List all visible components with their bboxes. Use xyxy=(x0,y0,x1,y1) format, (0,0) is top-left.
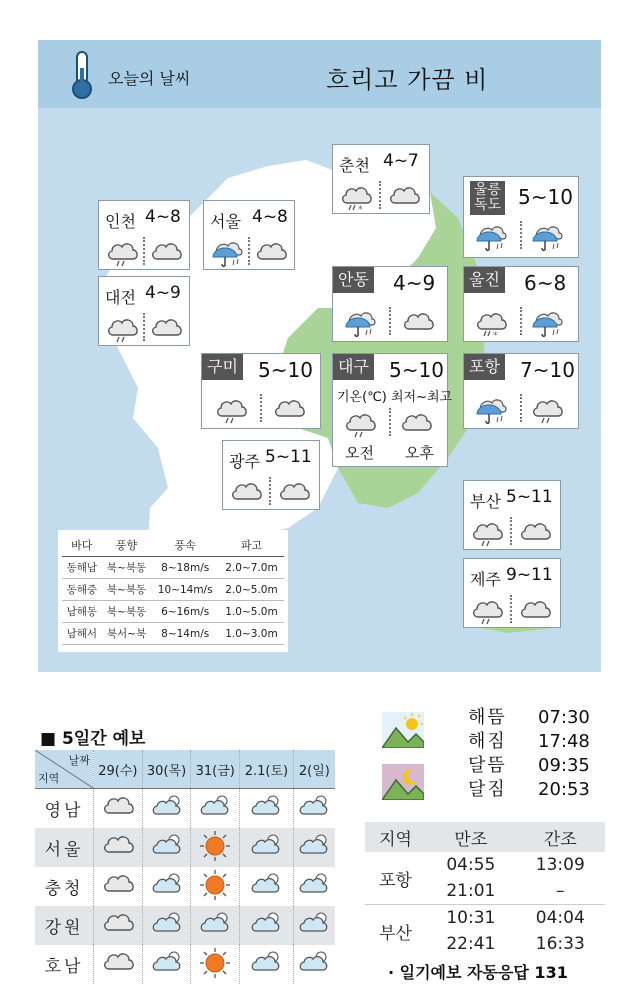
city-card-jeju xyxy=(463,558,561,628)
table-row: 남해동 북~북동 6~16m/s 1.0~5.0m xyxy=(62,601,284,623)
cloud-sun-icon xyxy=(150,925,184,944)
cloud-sun-icon xyxy=(297,808,331,827)
city-temp: 5~10 xyxy=(258,358,313,382)
cloud-icon xyxy=(101,886,135,905)
table-row xyxy=(35,945,335,984)
date-header: 31(금) xyxy=(191,750,240,789)
sun-moon-times xyxy=(468,706,590,802)
region-name: 서울 xyxy=(35,828,94,867)
cloud-icon xyxy=(149,313,183,349)
umbrella-icon xyxy=(210,237,244,273)
date-header: 2.1(토) xyxy=(240,750,294,789)
cloud-rain-icon xyxy=(343,408,377,444)
cloud-sun-icon xyxy=(150,886,184,905)
region-name: 호남 xyxy=(35,945,94,984)
region-name: 충청 xyxy=(35,867,94,906)
city-temp: 5~11 xyxy=(265,447,312,467)
city-name: 부산 xyxy=(470,492,501,511)
table-row xyxy=(35,867,335,906)
cloud-sun-icon xyxy=(198,925,232,944)
city-name: 서울 xyxy=(210,212,241,231)
cloud-icon xyxy=(101,964,135,983)
cloud-icon xyxy=(229,477,263,513)
legend-am: 오전 xyxy=(345,444,374,462)
table-row xyxy=(35,828,335,867)
date-header: 29(수) xyxy=(94,750,143,789)
cloud-rain-icon xyxy=(470,517,504,553)
moonrise-icon xyxy=(382,764,424,800)
cloud-sun-icon xyxy=(150,847,184,866)
forecast5-table xyxy=(35,750,335,985)
city-card-chuncheon xyxy=(332,144,430,214)
table-row: 포항 04:55 13:09 xyxy=(365,852,605,878)
sun-icon xyxy=(198,886,232,905)
cloud-rain-icon xyxy=(530,394,564,430)
cloud-sun-icon xyxy=(297,964,331,983)
umbrella-icon xyxy=(530,307,564,343)
umbrella-icon xyxy=(530,221,564,257)
sunrise-icon xyxy=(382,712,424,748)
tide-header: 만조 xyxy=(426,822,515,852)
sea-table xyxy=(58,530,288,652)
corner-date-label: 날짜 xyxy=(68,754,90,767)
cloud-sun-icon xyxy=(297,886,331,905)
date-header: 30(목) xyxy=(142,750,191,789)
city-temp: 5~10 xyxy=(389,358,444,382)
city-name: 포항 xyxy=(464,354,505,380)
city-card-busan xyxy=(463,480,561,550)
cloud-icon xyxy=(399,408,433,444)
list-item: 해짐 17:48 xyxy=(468,731,590,752)
table-row: 21:01 – xyxy=(365,878,605,905)
table-row: 남해서 북서~북 8~14m/s 1.0~3.0m xyxy=(62,623,284,645)
city-name: 대구 xyxy=(333,354,374,380)
table-corner xyxy=(35,750,94,789)
city-card-pohang xyxy=(463,353,579,429)
cloud-rain-snow-icon xyxy=(474,307,508,343)
city-name: 대전 xyxy=(105,288,136,307)
city-name: 제주 xyxy=(470,570,501,589)
table-row: 동해중 북~북동 10~14m/s 2.0~5.0m xyxy=(62,579,284,601)
tide-table xyxy=(365,822,605,957)
cloud-rain-icon xyxy=(105,237,139,273)
sea-header: 풍속 xyxy=(151,534,219,557)
city-card-gumi xyxy=(201,353,321,429)
cloud-icon xyxy=(272,394,306,430)
table-row xyxy=(35,789,335,829)
city-name: 인천 xyxy=(105,212,136,231)
legend-pm: 오후 xyxy=(405,444,434,462)
forecast5-title: ■ 5일간 예보 xyxy=(40,729,146,749)
city-card-daegu xyxy=(332,353,453,467)
cloud-sun-icon xyxy=(249,964,283,983)
city-card-andong xyxy=(332,266,448,342)
header-bar xyxy=(38,40,601,108)
cloud-sun-icon xyxy=(198,808,232,827)
cloud-icon xyxy=(149,237,183,273)
cloud-rain-snow-icon xyxy=(339,181,373,217)
city-name: 울릉 독도 xyxy=(470,181,505,215)
cloud-icon xyxy=(277,477,311,513)
umbrella-icon xyxy=(343,307,377,343)
table-row: 22:41 16:33 xyxy=(446,934,585,954)
city-card-gwangju xyxy=(222,440,320,510)
city-name: 광주 xyxy=(229,452,260,471)
cloud-sun-icon xyxy=(249,808,283,827)
sea-header: 바다 xyxy=(62,534,102,557)
footer-note: · 일기예보 자동응답 131 xyxy=(388,963,568,982)
city-temp: 4~8 xyxy=(145,207,181,227)
cloud-rain-icon xyxy=(105,313,139,349)
umbrella-icon xyxy=(474,394,508,430)
cloud-sun-icon xyxy=(150,808,184,827)
cloud-sun-icon xyxy=(150,964,184,983)
city-temp: 5~11 xyxy=(506,487,553,507)
svg-text:*: * xyxy=(358,205,363,213)
city-name: 춘천 xyxy=(339,156,370,175)
city-card-daejeon xyxy=(98,276,190,346)
city-temp: 4~9 xyxy=(145,283,181,303)
sea-header: 파고 xyxy=(219,534,284,557)
city-temp: 9~11 xyxy=(506,565,553,585)
table-row: 부산 10:31 04:04 xyxy=(379,908,585,944)
city-card-incheon xyxy=(98,200,190,270)
sea-header: 풍향 xyxy=(102,534,152,557)
cloud-icon xyxy=(254,237,288,273)
city-card-ulleung xyxy=(463,176,579,258)
cloud-rain-icon xyxy=(214,394,248,430)
table-row: 동해남 북~북동 8~18m/s 2.0~7.0m xyxy=(62,557,284,579)
cloud-icon xyxy=(518,595,552,631)
cloud-sun-icon xyxy=(297,847,331,866)
cloud-sun-icon xyxy=(249,886,283,905)
sun-icon xyxy=(198,964,232,983)
city-card-seoul xyxy=(203,200,295,270)
tide-header: 지역 xyxy=(365,822,426,852)
cloud-icon xyxy=(518,517,552,553)
corner-region-label: 지역 xyxy=(38,772,60,785)
city-card-uljin xyxy=(463,266,579,342)
svg-text:*: * xyxy=(493,331,498,339)
umbrella-icon xyxy=(474,221,508,257)
cloud-icon xyxy=(101,925,135,944)
date-header: 2(일) xyxy=(293,750,335,789)
header-title: 흐리고 가끔 비 xyxy=(326,66,489,94)
city-temp: 7~10 xyxy=(520,358,575,382)
region-name: 강원 xyxy=(35,906,94,945)
city-name: 울진 xyxy=(464,267,505,293)
city-name: 안동 xyxy=(333,267,374,293)
table-row xyxy=(35,906,335,945)
sun-icon xyxy=(198,847,232,866)
city-name: 구미 xyxy=(202,354,243,380)
legend-temp-label: 기온(℃) 최저~최고 xyxy=(337,390,453,405)
list-item: 해뜸 07:30 xyxy=(468,707,590,728)
region-name: 영남 xyxy=(35,789,94,829)
tide-header: 간조 xyxy=(516,822,605,852)
cloud-sun-icon xyxy=(297,925,331,944)
cloud-icon xyxy=(101,808,135,827)
cloud-icon xyxy=(401,307,435,343)
cloud-sun-icon xyxy=(249,925,283,944)
list-item: 달뜸 09:35 xyxy=(468,755,590,776)
cloud-icon xyxy=(387,181,421,217)
cloud-sun-icon xyxy=(249,847,283,866)
city-temp: 4~7 xyxy=(383,151,419,171)
cloud-icon xyxy=(101,847,135,866)
cloud-rain-icon xyxy=(470,595,504,631)
city-temp: 5~10 xyxy=(518,185,573,209)
city-temp: 4~8 xyxy=(252,207,288,227)
city-temp: 4~9 xyxy=(393,271,436,295)
list-item: 달짐 20:53 xyxy=(468,779,590,800)
city-temp: 6~8 xyxy=(524,271,567,295)
header-subtitle: 오늘의 날씨 xyxy=(108,69,191,88)
thermometer-icon xyxy=(68,50,96,100)
